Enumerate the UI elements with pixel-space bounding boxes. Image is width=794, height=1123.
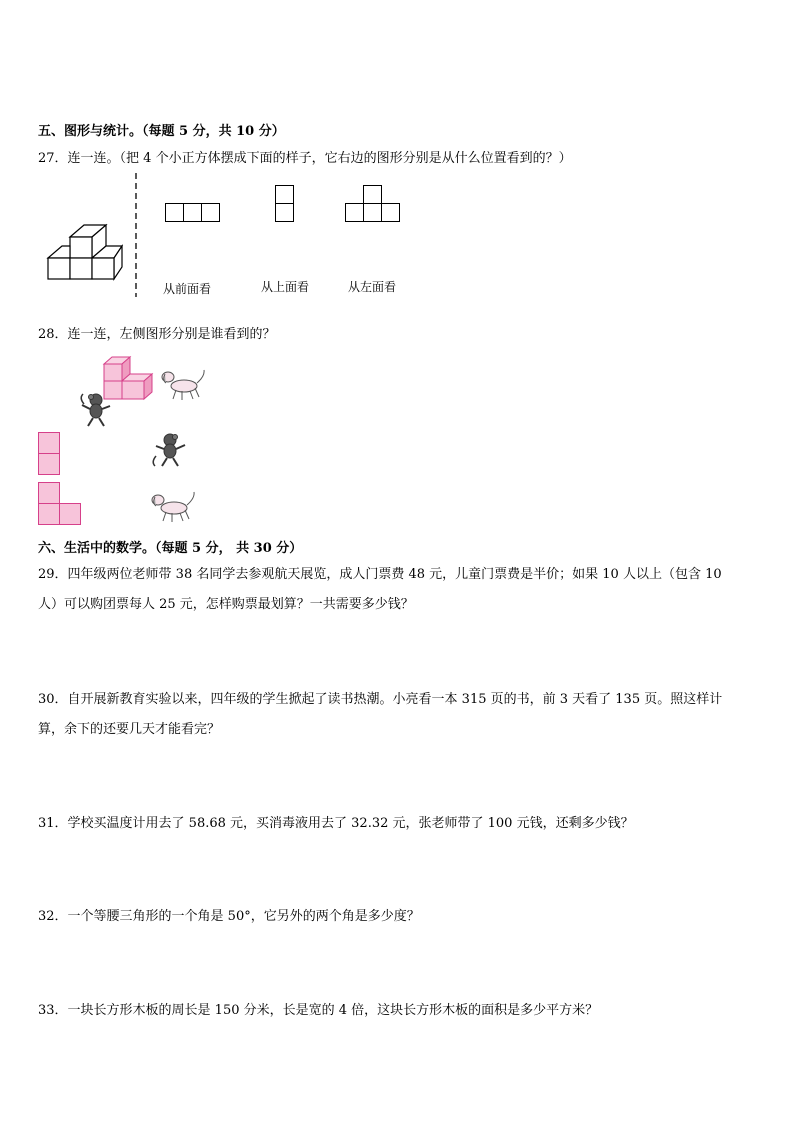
bottom-cube-front-2	[70, 258, 92, 279]
dog-icon-2	[150, 488, 200, 524]
view-shape-two-stacked	[275, 185, 295, 223]
section-5-title: 五、图形与统计。（每题 5 分，共 10 分）	[38, 124, 285, 139]
dog-icon	[160, 366, 210, 402]
question-30-line-1: 30．自开展新教育实验以来，四年级的学生掀起了读书热潮。小亮看一本 315 页的书，前 3 天看了 135 页。照这样计	[38, 692, 723, 707]
label-top-view: 从上面看	[261, 280, 310, 294]
left-cube-top-face	[48, 246, 70, 258]
bottom-cube-front-1	[48, 258, 70, 279]
question-33: 33．一块长方形木板的周长是 150 分米，长是宽的 4 倍，这块长方形木板的面积是多少平方米？	[38, 1003, 599, 1018]
view-shape-three-in-row	[165, 203, 221, 223]
monkey-icon-2	[152, 432, 190, 468]
view-shape-t-shape	[345, 185, 401, 223]
bottom-cube-front-3	[92, 258, 114, 279]
pink-view-l-shape	[38, 482, 84, 526]
cube-arrangement-figure	[44, 222, 126, 282]
question-28: 28．连一连，左侧图形分别是谁看到的？	[38, 327, 276, 342]
pink-view-two-stacked	[38, 432, 62, 476]
label-left-view: 从左面看	[348, 280, 397, 294]
question-32: 32．一个等腰三角形的一个角是 50°，它另外的两个角是多少度？	[38, 909, 420, 924]
question-29-line-1: 29．四年级两位老师带 38 名同学去参观航天展览，成人门票费 48 元，儿童门票费是半价；如果 10 人以上（包含 10	[38, 567, 722, 582]
monkey-icon	[78, 392, 116, 428]
question-27: 27．连一连。（把 4 个小正方体摆成下面的样子，它右边的图形分别是从什么位置看到的？）	[38, 151, 572, 166]
question-29-line-2: 人）可以购团票每人 25 元，怎样购票最划算？一共需要多少钱？	[38, 597, 414, 612]
question-30-line-2: 算，余下的还要几天才能看完？	[38, 722, 221, 737]
section-6-title: 六、生活中的数学。（每题 5 分， 共 30 分）	[38, 541, 303, 556]
dashed-divider	[134, 173, 138, 297]
label-front-view: 从前面看	[163, 282, 212, 296]
question-31: 31．学校买温度计用去了 58.68 元，买消毒液用去了 32.32 元，张老师带了 100 元钱，还剩多少钱？	[38, 816, 634, 831]
top-cube-front-face	[70, 237, 92, 258]
